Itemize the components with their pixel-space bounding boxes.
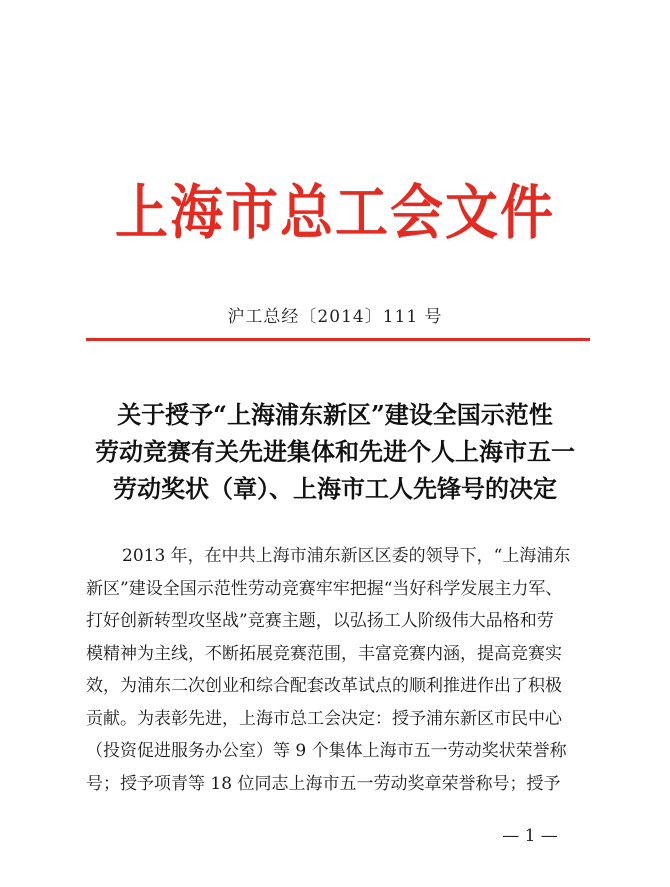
red-divider-line [86, 338, 590, 341]
body-line: 2013 年，在中共上海市浦东新区区委的领导下，“上海浦东 [122, 546, 571, 566]
title-line: 劳动竞赛有关先进集体和先进个人上海市五一 [95, 437, 575, 466]
title-line: 关于授予“上海浦东新区”建设全国示范性 [117, 400, 553, 429]
body-line: 模精神为主线，不断拓展竞赛范围，丰富竞赛内涵，提高竞赛实 [86, 643, 562, 664]
title-line: 劳动奖状（章）、上海市工人先锋号的决定 [113, 474, 557, 503]
body-line: （投资促进服务办公室）等 9 个集体上海市五一劳动奖状荣誉称 [86, 741, 567, 761]
body-line: 效，为浦东二次创业和综合配套改革试点的顺利推进作出了积极 [86, 676, 562, 696]
document-number: 沪工总经〔2014〕111 号 [227, 307, 443, 327]
body-line: 贡献。为表彰先进，上海市总工会决定：授予浦东新区市民中心 [86, 708, 562, 729]
decision-title [60, 396, 610, 507]
body-line: 打好创新转型攻坚战”竞赛主题，以弘扬工人阶级伟大品格和劳 [86, 611, 554, 631]
masthead-title: 上海市总工会文件 [115, 178, 555, 248]
body-paragraph [86, 540, 596, 800]
page-number: — 1 — [502, 826, 558, 846]
body-line: 新区”建设全国示范性劳动竞赛牢牢把握“当好科学发展主力军、 [86, 578, 563, 599]
body-line: 号；授予项青等 18 位同志上海市五一劳动奖章荣誉称号；授予 [86, 773, 561, 794]
